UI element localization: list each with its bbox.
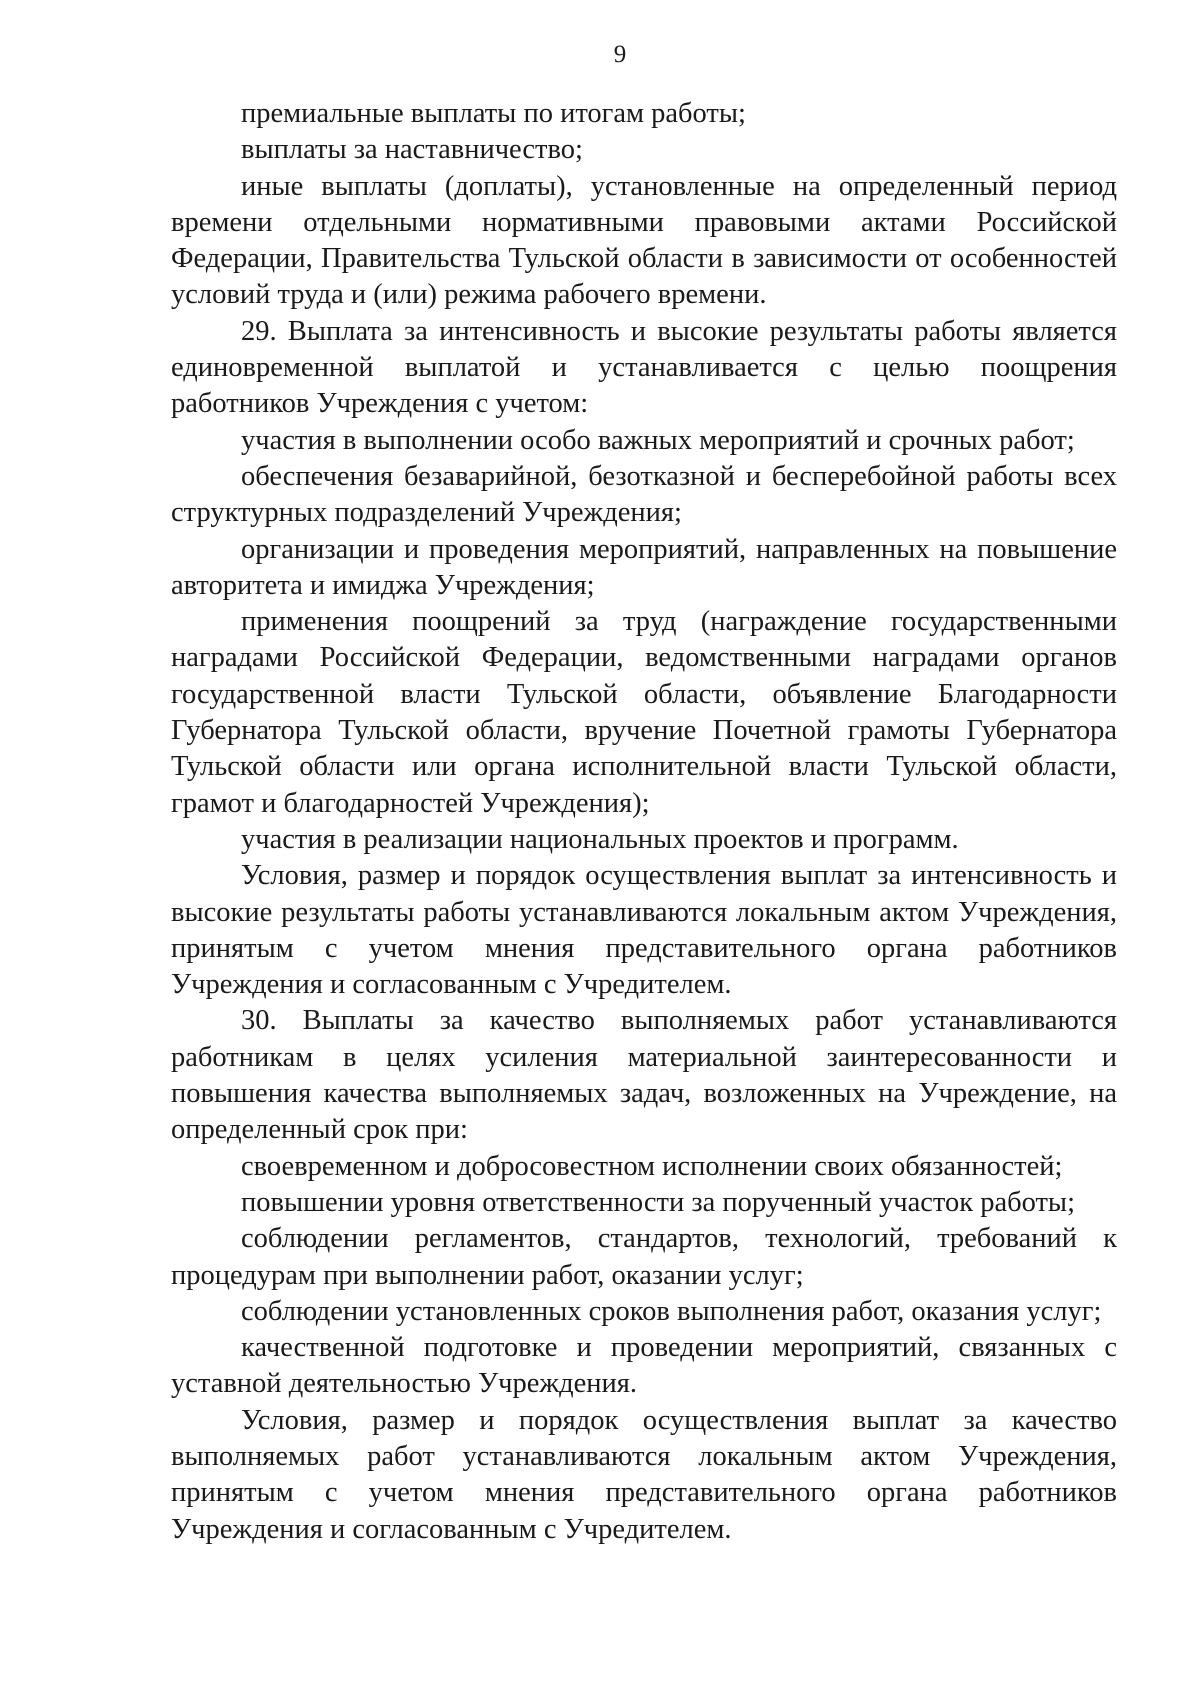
paragraph-labor-incentives: применения поощрений за труд (награждение государственными наградами Российской Федерации, ведомственными наградами органов государственной власти Тульской области, объявление Благодарности Губернатора Тульской области, вручение Почетной грамоты Губернатора Тульской области или органа исполнительной власти Тульской области, грамот и благодарностей Учреждения); xyxy=(171,606,1117,819)
paragraph-national-projects: участия в реализации национальных проектов и программ. xyxy=(241,823,959,855)
paragraph-uninterrupted-work: обеспечения безаварийной, безотказной и бесперебойной работы всех структурных подразделений Учреждения; xyxy=(171,460,1117,529)
paragraph-clause-30: 30. Выплаты за качество выполняемых работ устанавливаются работникам в целях усиления материальной заинтересованности и повышения качества выполняемых задач, возложенных на Учреждение, на определенный срок при: xyxy=(171,1005,1117,1146)
paragraph-premium-payments: премиальные выплаты по итогам работы; xyxy=(241,98,746,129)
paragraph-quality-conditions: Условия, размер и порядок осуществления выплат за качество выполняемых работ устанавливаются локальным актом Учреждения, принятым с учетом мнения представительного органа работников Учреждения и согласованным с Учредителем. xyxy=(171,1404,1117,1545)
paragraph-deadlines: соблюдении установленных сроков выполнения работ, оказания услуг; xyxy=(241,1295,1102,1327)
paragraph-regulations: соблюдении регламентов, стандартов, технологий, требований к процедурам при выполнении работ, оказании услуг; xyxy=(171,1223,1117,1291)
paragraph-events-organization: организации и проведения мероприятий, направленных на повышение авторитета и имиджа Учреждения; xyxy=(171,533,1117,601)
paragraph-other-payments: иные выплаты (доплаты), установленные на определенный период времени отдельными нормативными правовыми актами Российской Федерации, Правительства Тульской области в зависимости от особенностей условий труда и (или) режима рабочего времени. xyxy=(171,170,1117,311)
paragraph-clause-29: 29. Выплата за интенсивность и высокие результаты работы является единовременной выплатой и устанавливается с целью поощрения работников Учреждения с учетом: xyxy=(171,315,1117,420)
page-number: 9 xyxy=(613,41,627,68)
paragraph-timely-duties: своевременном и добросовестном исполнении своих обязанностей; xyxy=(241,1150,1063,1182)
paragraph-important-events: участия в выполнении особо важных мероприятий и срочных работ; xyxy=(241,424,1075,456)
paragraph-responsibility: повышении уровня ответственности за порученный участок работы; xyxy=(241,1186,1075,1218)
document-body xyxy=(171,96,1117,1548)
paragraph-intensity-conditions: Условия, размер и порядок осуществления выплат за интенсивность и высокие результаты работы устанавливаются локальным актом Учреждения, принятым с учетом мнения представительного органа работников Учреждения и согласованным с Учредителем. xyxy=(171,860,1117,1001)
paragraph-quality-events: качественной подготовке и проведении мероприятий, связанных с уставной деятельностью Учреждения. xyxy=(171,1332,1117,1400)
paragraph-mentoring-payments: выплаты за наставничество; xyxy=(241,134,583,166)
